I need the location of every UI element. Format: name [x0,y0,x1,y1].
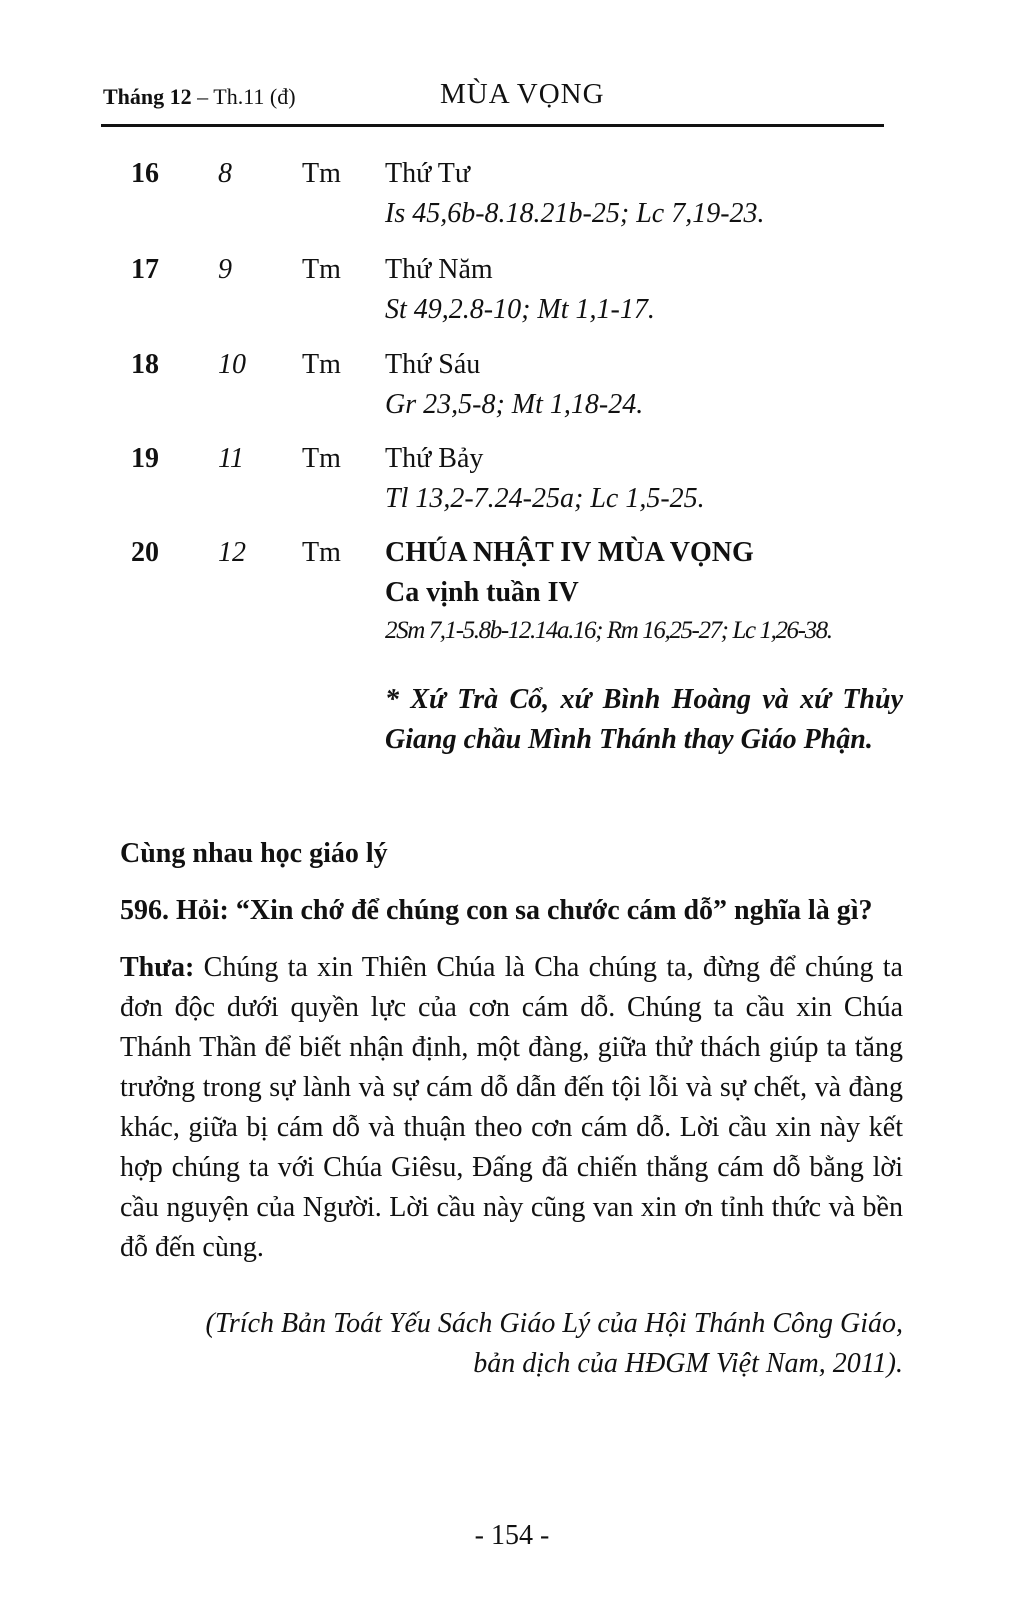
citation [120,1304,903,1384]
entry-readings: 2Sm 7,1-5.8b-12.14a.16; Rm 16,25-27; Lc 1,26-38. [385,617,832,644]
entry-readings: Tl 13,2-7.24-25a; Lc 1,5-25. [385,483,705,514]
entry-day: 19 [131,443,159,474]
entry-liturgical-color: Tm [302,254,341,285]
entry-celebration: Thứ Sáu [385,349,481,380]
catechism-section-title: Cùng nhau học giáo lý [120,838,388,869]
entry-liturgical-color: Tm [302,158,341,189]
entry-day: 18 [131,349,159,380]
citation-line: bản dịch của HĐGM Việt Nam, 2011). [473,1348,903,1379]
entry-day: 20 [131,537,159,568]
entry-readings: Gr 23,5-8; Mt 1,18-24. [385,389,644,420]
entry-liturgical-color: Tm [302,349,341,380]
entry-liturgical-color: Tm [302,443,341,474]
header-month: Tháng 12 [103,84,192,109]
catechism-question: 596. Hỏi: “Xin chớ để chúng con sa chước cám dỗ” nghĩa là gì? [120,895,873,926]
entry-day: 16 [131,158,159,189]
answer-label: Thưa: [120,952,195,983]
running-header-date [103,84,296,110]
entry-lunar-day: 9 [218,254,232,285]
answer-text: Chúng ta xin Thiên Chúa là Cha chúng ta, đừng để chúng ta đơn độc dưới quyền lực của cơn cám dỗ. Chúng ta cầu xin Chúa Thánh Thần để biết nhận định, một đàng, giữa thử thách giúp ta tăng trưởng trong sự lành và sự cám dỗ dẫn đến tội lỗi và sự chết, và đàng khác, giữa bị cám dỗ và thuận theo cơn cám dỗ. Lời cầu xin này kết hợp chúng ta với Chúa Giêsu, Đấng đã chiến thắng cám dỗ bằng lời cầu nguyện của Người. Lời cầu này cũng van xin ơn tỉnh thức và bền đỗ đến cùng. [120,952,903,1263]
entry-lunar-day: 8 [218,158,232,189]
citation-line: (Trích Bản Toát Yếu Sách Giáo Lý của Hội Thánh Công Giáo, [205,1308,903,1339]
entry-celebration: Thứ Tư [385,158,471,189]
entry-celebration: Thứ Bảy [385,443,484,474]
header-rule [101,124,884,127]
entry-liturgical-color: Tm [302,537,341,568]
header-lunar-month: – Th.11 (đ) [191,84,296,109]
entry-psalter-week: Ca vịnh tuần IV [385,577,579,608]
entry-lunar-day: 10 [218,349,246,380]
entry-celebration: CHÚA NHẬT IV MÙA VỌNG [385,537,754,568]
adoration-note: * Xứ Trà Cổ, xứ Bình Hoàng và xứ Thủy Giang chầu Mình Thánh thay Giáo Phận. [385,684,903,755]
entry-readings: Is 45,6b-8.18.21b-25; Lc 7,19-23. [385,198,765,229]
entry-lunar-day: 12 [218,537,246,568]
entry-day: 17 [131,254,159,285]
entry-lunar-day: 11 [218,443,244,474]
header-season-title: MÙA VỌNG [440,78,605,110]
entry-celebration: Thứ Năm [385,254,493,285]
entry-readings: St 49,2.8-10; Mt 1,1-17. [385,294,655,325]
page-number: - 154 - [474,1520,550,1551]
catechism-answer [120,948,903,1268]
